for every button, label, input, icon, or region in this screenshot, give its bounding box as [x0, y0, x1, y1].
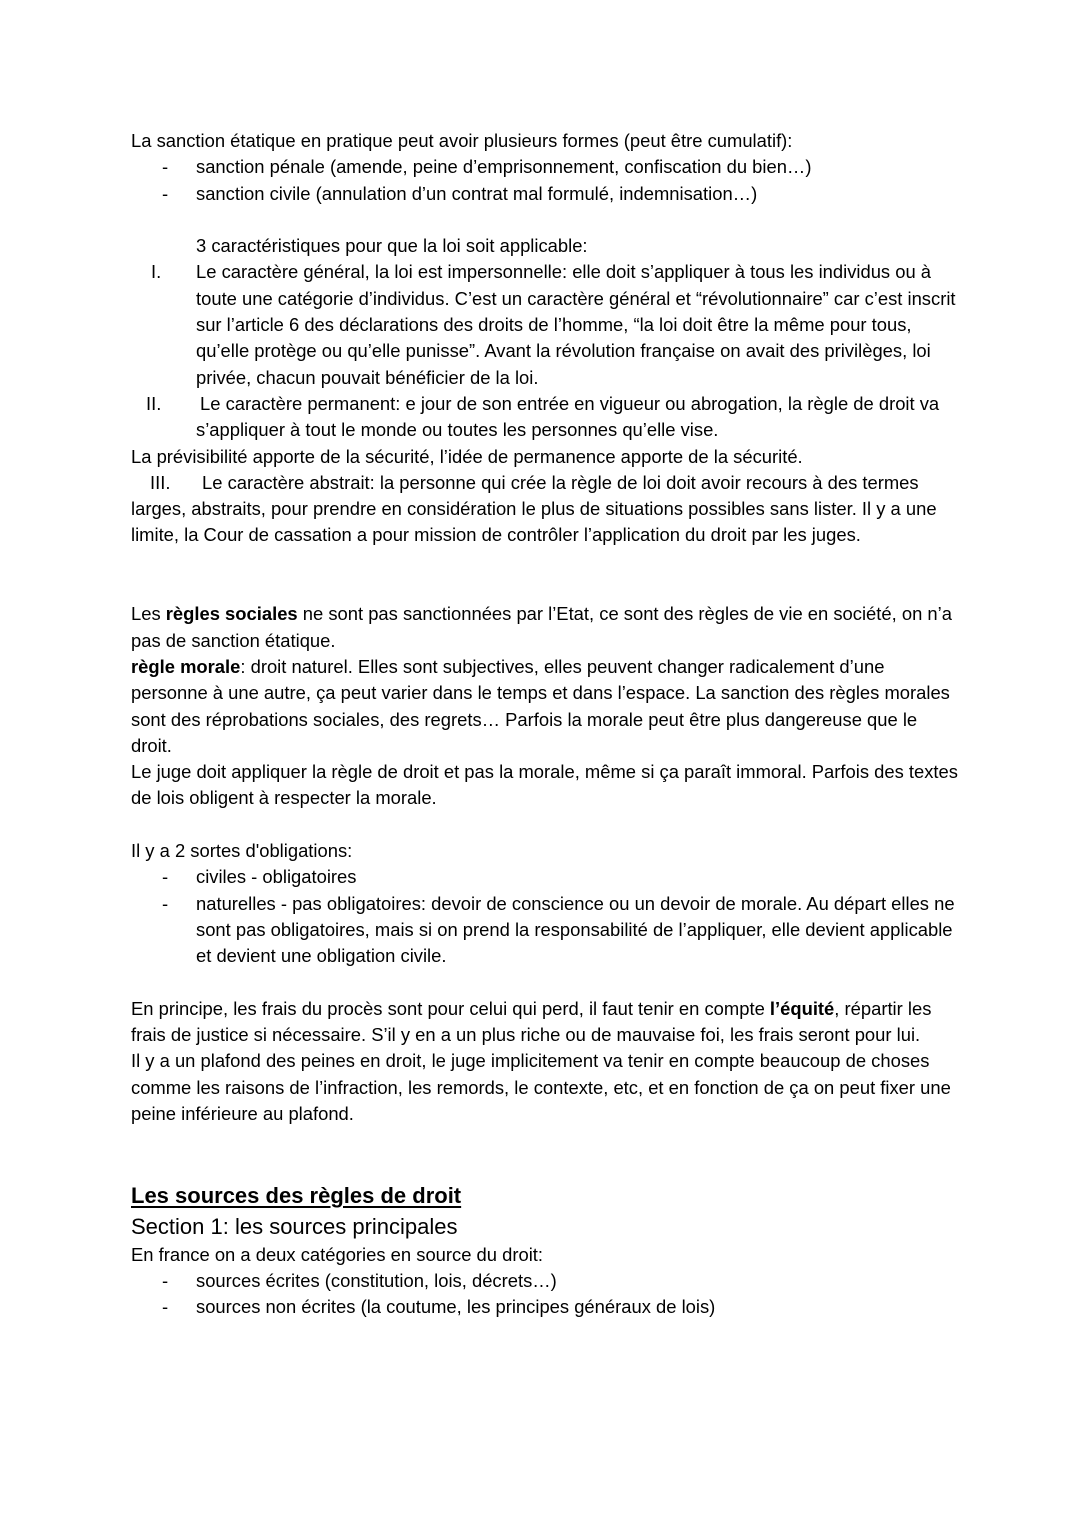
- previsibilite-note: La prévisibilité apporte de la sécurité, l’idée de permanence apporte de la sécurité.: [131, 445, 803, 467]
- dash-bullet: -: [162, 866, 169, 888]
- roman-numeral: III.: [150, 471, 171, 493]
- dash-bullet: -: [162, 1296, 169, 1318]
- sanction-list: [131, 154, 961, 207]
- list-item: - sanction civile (annulation d’un contrat mal formulé, indemnisation…): [131, 181, 961, 207]
- obligations-intro: Il y a 2 sortes d'obligations:: [131, 840, 353, 862]
- list-item: - sanction pénale (amende, peine d’emprisonnement, confiscation du bien…): [131, 154, 961, 180]
- dash-bullet: -: [162, 182, 169, 204]
- dash-bullet: -: [162, 156, 169, 178]
- plafond-paragraph: Il y a un plafond des peines en droit, le juge implicitement va tenir en compte beaucoup de choses comme les raisons de l’infraction, les remords, le contexte, etc, et en fonction de ça on peut fixer une peine inférieure au plafond.: [131, 1050, 951, 1124]
- list-item-caractere-abstrait: III. Le caractère abstrait: la personne qui crée la règle de loi doit avoir recours à des termes larges, abstraits, pour prendre en considération le plus de situations possibles sans lister. Il y a une limite, la Cour de cassation a pour mission de contrôler l’application du droit par les juges.: [131, 471, 937, 546]
- list-item: - sources écrites (constitution, lois, décrets…): [131, 1268, 961, 1294]
- sources-intro: En france on a deux catégories en source du droit:: [131, 1243, 544, 1265]
- list-item: - sources non écrites (la coutume, les principes généraux de lois): [131, 1294, 961, 1320]
- roman-numeral: II.: [146, 392, 162, 414]
- section-heading: Les sources des règles de droit: [131, 1182, 462, 1208]
- sanction-intro: La sanction étatique en pratique peut avoir plusieurs formes (peut être cumulatif):: [131, 130, 793, 151]
- document-page: [131, 128, 961, 1321]
- obligations-list: [131, 864, 961, 969]
- frais-paragraph: En principe, les frais du procès sont pour celui qui perd, il faut tenir en compte l’équité, répartir les frais de justice si nécessaire. S’il y en a un plus riche ou de mauvaise foi, les frais seront pour lui.: [131, 997, 932, 1046]
- sources-list: [131, 1268, 961, 1321]
- caracteristiques-intro: 3 caractéristiques pour que la loi soit applicable:: [196, 235, 588, 257]
- dash-bullet: -: [162, 892, 169, 914]
- regles-sociales-paragraph: Les règles sociales ne sont pas sanctionnées par l’Etat, ce sont des règles de vie en société, on n’a pas de sanction étatique.: [131, 603, 952, 651]
- list-item-caractere-permanent: II. Le caractère permanent: e jour de son entrée en vigueur ou abrogation, la règle de droit va s’appliquer à tout le monde ou toutes les personnes qu’elle vise.: [146, 392, 940, 441]
- section-subheading: Section 1: les sources principales: [131, 1213, 458, 1239]
- list-item-caractere-general: I. Le caractère général, la loi est impersonnelle: elle doit s’appliquer à tous les individus ou à toute une catégorie d’individus. C’est un caractère général et “révolutionnaire” car c’est inscrit sur l’article 6 des déclarations des droits de l’homme, “la loi doit être la même pour tous, qu’elle protège ou qu’elle punisse”. Avant la révolution française on avait des privilèges, loi privée, chacun pouvait bénéficier de la loi.: [151, 261, 956, 388]
- juge-paragraph: Le juge doit appliquer la règle de droit et pas la morale, même si ça paraît immoral. Parfois des textes de lois obligent à respecter la morale.: [131, 761, 958, 809]
- regle-morale-paragraph: règle morale: droit naturel. Elles sont subjectives, elles peuvent changer radicalement d’une personne à une autre, ça peut varier dans le temps et dans l’espace. La sanction des règles morales sont des réprobations sociales, des regrets… Parfois la morale peut être plus dangereuse que le droit.: [131, 655, 950, 756]
- list-item: - naturelles - pas obligatoires: devoir de conscience ou un devoir de morale. Au départ elles ne sont pas obligatoires, mais si on prend la responsabilité de l’appliquer, elle devient applicable et devient une obligation civile.: [162, 892, 955, 967]
- dash-bullet: -: [162, 1270, 169, 1292]
- roman-numeral: I.: [151, 261, 162, 283]
- list-item: - civiles - obligatoires: [131, 864, 961, 890]
